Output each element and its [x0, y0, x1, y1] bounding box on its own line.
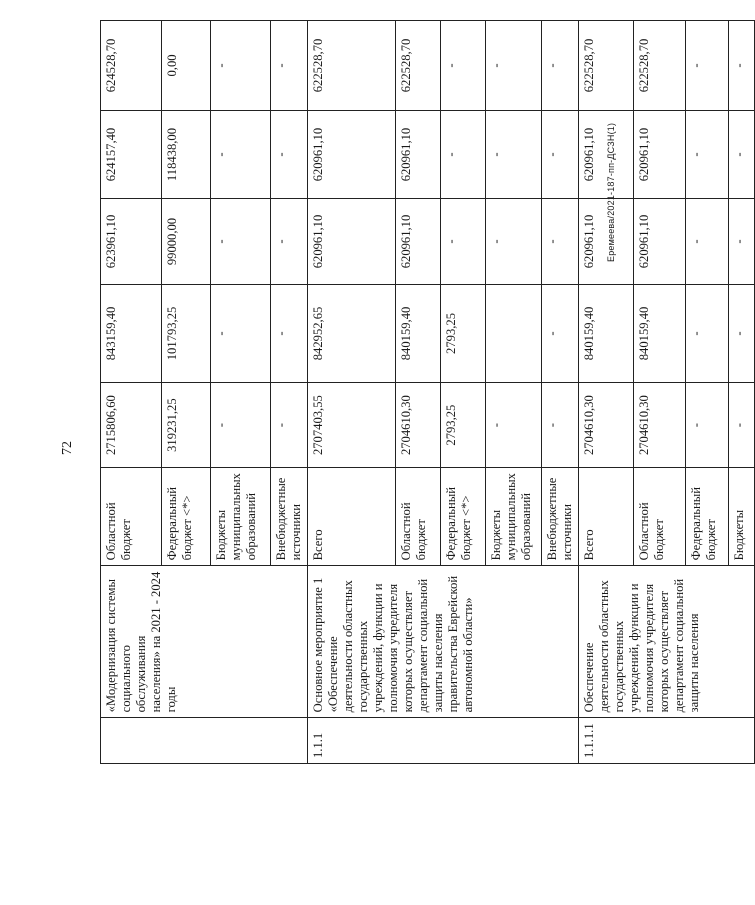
- amount-cell: 0,00: [162, 21, 211, 111]
- amount-cell: -: [542, 383, 579, 468]
- amount-cell: 319231,25: [162, 383, 211, 468]
- funding-source-cell: Областной бюджет: [634, 468, 686, 566]
- amount-cell: -: [441, 21, 486, 111]
- program-name-cell: Обеспечение деятельности областных государственных учреждений, функции и полномочия учредителя которых осуществляет департамент социальной защиты населения: [579, 566, 755, 718]
- amount-cell: -: [686, 21, 729, 111]
- amount-cell: -: [729, 284, 755, 382]
- amount-cell: -: [486, 110, 542, 198]
- funding-source-cell: Федеральный бюджет: [686, 468, 729, 566]
- amount-cell: 2707403,55: [308, 383, 396, 468]
- table-row: [579, 21, 634, 764]
- amount-cell: 2793,25: [441, 383, 486, 468]
- amount-cell: -: [271, 110, 308, 198]
- amount-cell: -: [211, 21, 271, 111]
- amount-cell: 620961,10: [634, 199, 686, 285]
- amount-cell: -: [729, 383, 755, 468]
- amount-cell: 2704610,30: [634, 383, 686, 468]
- amount-cell: 2704610,30: [579, 383, 634, 468]
- amount-cell: -: [441, 110, 486, 198]
- amount-cell: -: [271, 383, 308, 468]
- amount-cell: 622528,70: [634, 21, 686, 111]
- amount-cell: 624528,70: [101, 21, 162, 111]
- amount-cell: -: [729, 199, 755, 285]
- funding-source-cell: Бюджеты: [729, 468, 755, 566]
- funding-source-cell: Областной бюджет: [396, 468, 441, 566]
- funding-source-cell: Внебюджетные источники: [271, 468, 308, 566]
- amount-cell: -: [211, 284, 271, 382]
- footer-note: Еремеева/2021-187-пп-ДСЗН(1): [606, 122, 616, 262]
- amount-cell: 118438,00: [162, 110, 211, 198]
- funding-source-cell: Областной бюджет: [101, 468, 162, 566]
- amount-cell: 622528,70: [308, 21, 396, 111]
- amount-cell: 622528,70: [579, 21, 634, 111]
- amount-cell: -: [211, 383, 271, 468]
- amount-cell: 843159,40: [101, 284, 162, 382]
- table-row: [101, 21, 162, 764]
- program-name-cell: «Модернизация системы социального обслуживания населения» на 2021 - 2024 годы: [101, 566, 308, 718]
- budget-table: [100, 20, 755, 764]
- amount-cell: 620961,10: [308, 199, 396, 285]
- amount-cell: 620961,10: [579, 199, 634, 285]
- amount-cell: -: [542, 199, 579, 285]
- amount-cell: [486, 284, 542, 382]
- amount-cell: -: [542, 284, 579, 382]
- amount-cell: 620961,10: [308, 110, 396, 198]
- table-body: [101, 21, 755, 764]
- amount-cell: 842952,65: [308, 284, 396, 382]
- amount-cell: -: [486, 21, 542, 111]
- amount-cell: 624157,40: [101, 110, 162, 198]
- amount-cell: -: [686, 284, 729, 382]
- amount-cell: 840159,40: [396, 284, 441, 382]
- table-row: [308, 21, 396, 764]
- funding-source-cell: Внебюджетные источники: [542, 468, 579, 566]
- amount-cell: 99000,00: [162, 199, 211, 285]
- amount-cell: -: [211, 199, 271, 285]
- amount-cell: -: [729, 21, 755, 111]
- row-number-cell: [101, 718, 308, 764]
- amount-cell: -: [686, 110, 729, 198]
- amount-cell: 623961,10: [101, 199, 162, 285]
- amount-cell: -: [271, 21, 308, 111]
- program-name-cell: Основное мероприятие 1 «Обеспечение деятельности областных государственных учреждений, функции и полномочия учредителя которых осуществляет департамент социальной защиты населения правительства Еврейской автономной области»: [308, 566, 579, 718]
- amount-cell: -: [686, 199, 729, 285]
- funding-source-cell: Федеральный бюджет <*>: [162, 468, 211, 566]
- amount-cell: 840159,40: [634, 284, 686, 382]
- amount-cell: -: [486, 199, 542, 285]
- funding-source-cell: Всего: [579, 468, 634, 566]
- amount-cell: -: [441, 199, 486, 285]
- amount-cell: 620961,10: [396, 199, 441, 285]
- amount-cell: 2793,25: [441, 284, 486, 382]
- funding-source-cell: Всего: [308, 468, 396, 566]
- amount-cell: 101793,25: [162, 284, 211, 382]
- amount-cell: 620961,10: [396, 110, 441, 198]
- amount-cell: 2715806,60: [101, 383, 162, 468]
- amount-cell: 2704610,30: [396, 383, 441, 468]
- amount-cell: -: [542, 21, 579, 111]
- amount-cell: 622528,70: [396, 21, 441, 111]
- amount-cell: -: [542, 110, 579, 198]
- amount-cell: -: [271, 199, 308, 285]
- amount-cell: 620961,10: [579, 110, 634, 198]
- funding-source-cell: Бюджеты муниципальных образований: [486, 468, 542, 566]
- row-number-cell: 1.1.1.1: [579, 718, 755, 764]
- amount-cell: -: [211, 110, 271, 198]
- amount-cell: -: [686, 383, 729, 468]
- amount-cell: 840159,40: [579, 284, 634, 382]
- amount-cell: -: [486, 383, 542, 468]
- funding-source-cell: Федеральный бюджет <*>: [441, 468, 486, 566]
- amount-cell: 620961,10: [634, 110, 686, 198]
- row-number-cell: 1.1.1: [308, 718, 579, 764]
- amount-cell: -: [729, 110, 755, 198]
- funding-source-cell: Бюджеты муниципальных образований: [211, 468, 271, 566]
- amount-cell: -: [271, 284, 308, 382]
- document-page: [20, 20, 746, 885]
- page-number: 72: [60, 441, 75, 455]
